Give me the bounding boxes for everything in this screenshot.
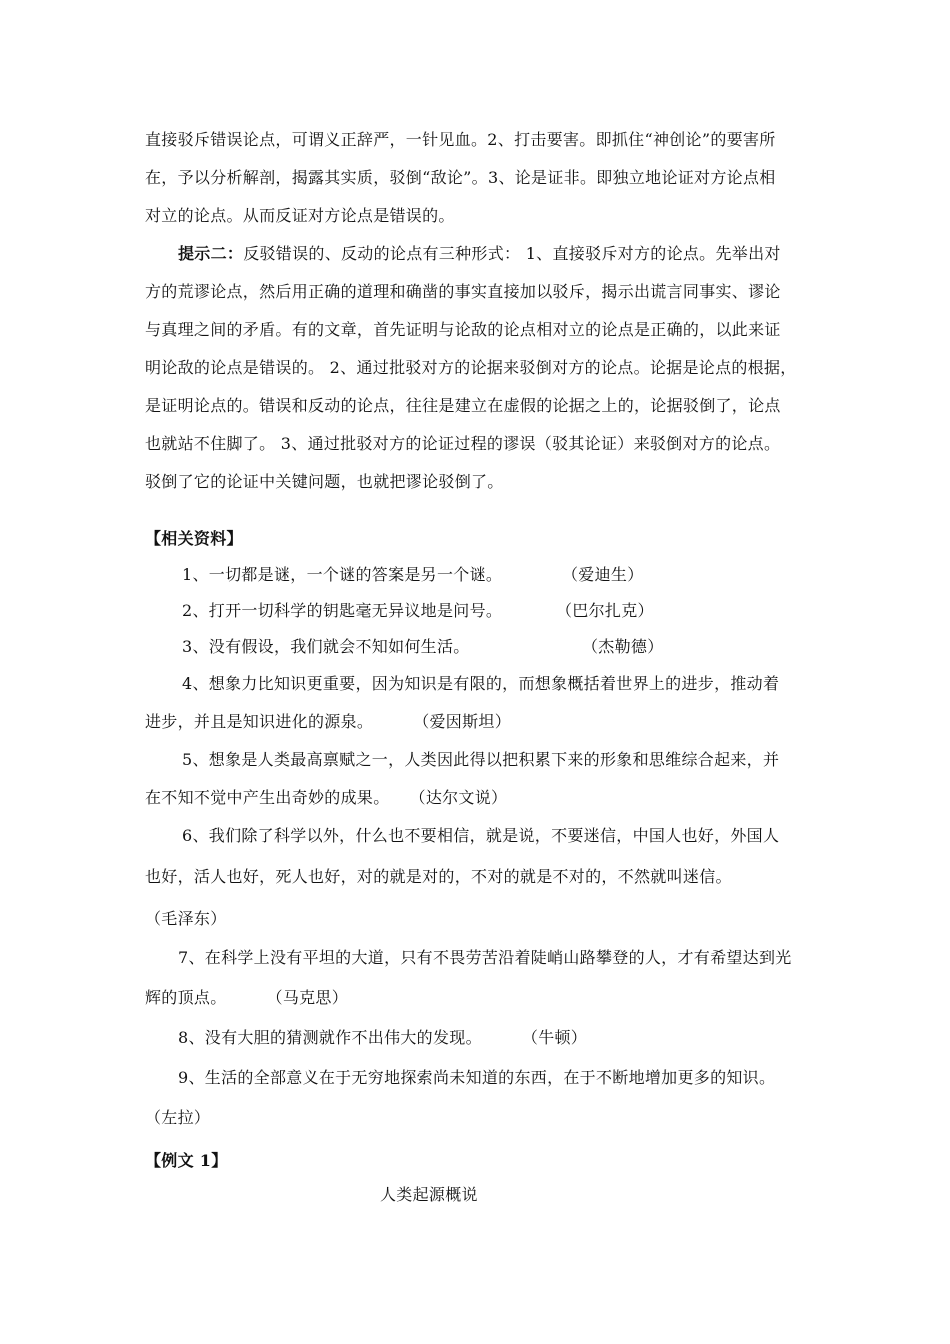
quote-6-line2: 也好，活人也好，死人也好，对的就是对的，不对的就是不对的，不然就叫迷信。 xyxy=(145,867,732,886)
quote-3-text: 3、没有假设，我们就会不知如何生活。 xyxy=(182,637,470,656)
quote-6-line1: 6、我们除了科学以外，什么也不要相信，就是说，不要迷信，中国人也好，外国人 xyxy=(182,826,780,845)
tip2-line: 是证明论点的。错误和反动的论点，往往是建立在虚假的论据之上的，论据驳倒了，论点 xyxy=(145,396,781,415)
quote-2-author: （巴尔扎克） xyxy=(556,601,654,620)
tip2-text: 反驳错误的、反动的论点有三种形式： 1、直接驳斥对方的论点。先举出对 xyxy=(243,244,781,263)
quote-5-line1: 5、想象是人类最高禀赋之一，人类因此得以把积累下来的形象和思维综合起来，并 xyxy=(182,750,780,769)
quote-5-line2 xyxy=(145,787,507,809)
tip2-line: 与真理之间的矛盾。有的文章，首先证明与论敌的论点相对立的论点是正确的，以此来证 xyxy=(145,320,781,339)
tip2-label: 提示二： xyxy=(178,244,244,263)
quote-9-line1: 9、生活的全部意义在于无穷地探索尚未知道的东西，在于不断地增加更多的知识。 xyxy=(178,1068,776,1087)
quote-2-text: 2、打开一切科学的钥匙毫无异议地是问号。 xyxy=(182,601,503,620)
example-heading: 【例文 1】 xyxy=(145,1151,228,1170)
tip2-line: 明论敌的论点是错误的。 2、通过批驳对方的论据来驳倒对方的论点。论据是论点的根据， xyxy=(145,358,797,377)
quote-5-text: 在不知不觉中产生出奇妙的成果。 xyxy=(145,788,390,807)
quote-8-body: 8、没有大胆的猜测就作不出伟大的发现。 xyxy=(178,1028,482,1047)
quote-9-author: （左拉） xyxy=(145,1108,211,1127)
quote-5-author: （达尔文说） xyxy=(409,788,508,807)
quote-7-text: 辉的顶点。 xyxy=(145,988,227,1007)
quote-7-line1: 7、在科学上没有平坦的大道，只有不畏劳苦沿着陡峭山路攀登的人，才有希望达到光 xyxy=(178,948,792,967)
paragraph-line: 直接驳斥错误论点，可谓义正辞严，一针见血。2、打击要害。即抓住“神创论”的要害所 xyxy=(145,130,776,149)
paragraph-line: 对立的论点。从而反证对方论点是错误的。 xyxy=(145,206,455,225)
quote-7-author: （马克思） xyxy=(266,988,349,1007)
paragraph-line: 在，予以分析解剖，揭露其实质，驳倒“敌论”。3、论是证非。即独立地论证对方论点相 xyxy=(145,168,776,187)
quote-4-line1: 4、想象力比知识更重要，因为知识是有限的，而想象概括着世界上的进步，推动着 xyxy=(182,674,780,693)
quote-3-author: （杰勒德） xyxy=(582,637,664,656)
tip2-first-line xyxy=(178,243,781,265)
quote-4-line2 xyxy=(145,711,511,733)
quote-4-text: 进步，并且是知识进化的源泉。 xyxy=(145,712,374,731)
tip2-line: 驳倒了它的论证中关键问题，也就把谬论驳倒了。 xyxy=(145,472,504,491)
quote-7-line2 xyxy=(145,987,348,1009)
quote-4-author: （爱因斯坦） xyxy=(413,712,512,731)
quote-8-text xyxy=(178,1027,587,1049)
quote-6-author: （毛泽东） xyxy=(145,909,227,928)
tip2-line: 也就站不住脚了。 3、通过批驳对方的论证过程的谬误（驳其论证）来驳倒对方的论点。 xyxy=(145,434,781,453)
example-title: 人类起源概说 xyxy=(380,1185,478,1204)
tip2-line: 方的荒谬论点，然后用正确的道理和确凿的事实直接加以驳斥，揭示出谎言同事实、谬论 xyxy=(145,282,781,301)
quote-1-text: 1、一切都是谜，一个谜的答案是另一个谜。 xyxy=(182,565,503,584)
materials-heading: 【相关资料】 xyxy=(145,529,243,548)
quote-1-author: （爱迪生） xyxy=(562,565,644,584)
quote-8-author: （牛顿） xyxy=(521,1028,588,1047)
